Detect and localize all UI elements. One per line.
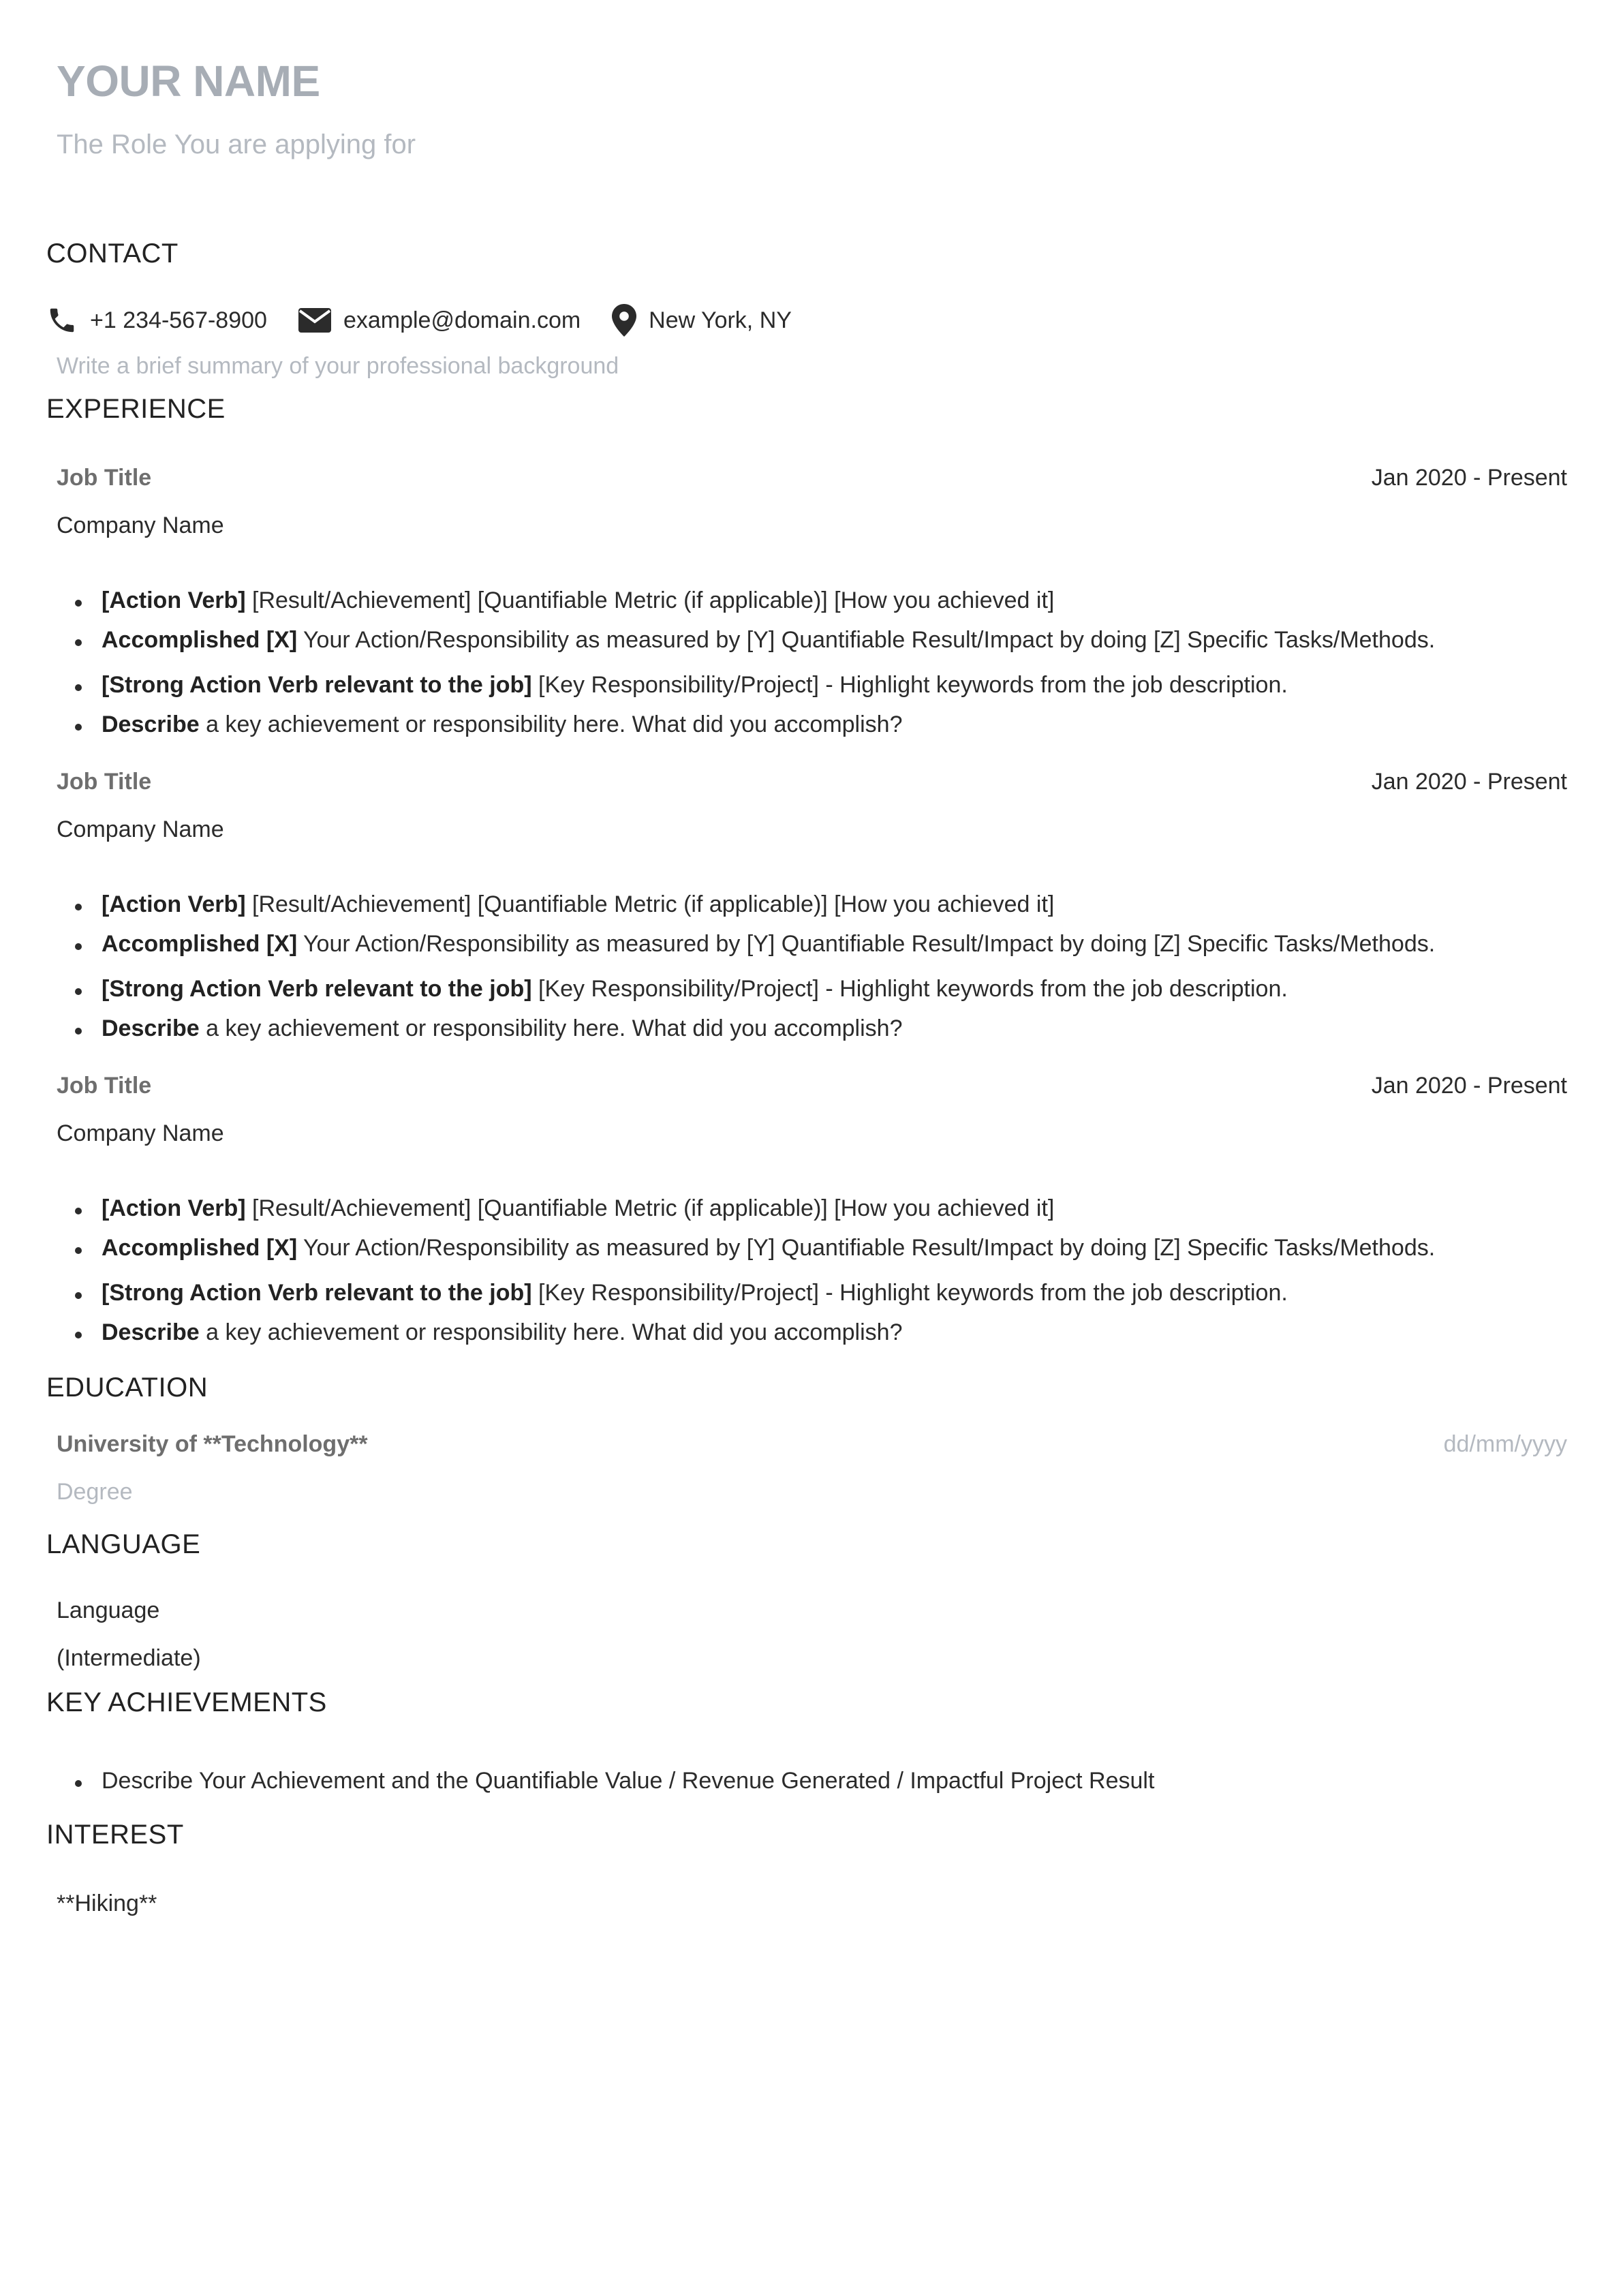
- map-pin-icon: [612, 304, 636, 337]
- contact-heading: CONTACT: [46, 239, 179, 269]
- company-name[interactable]: Company Name: [57, 1120, 224, 1146]
- language-name[interactable]: Language: [57, 1597, 160, 1623]
- envelope-icon: [298, 307, 331, 334]
- degree[interactable]: Degree: [57, 1479, 133, 1505]
- school-name[interactable]: University of **Technology**: [57, 1431, 368, 1457]
- contact-location[interactable]: [612, 304, 792, 337]
- company-name[interactable]: Company Name: [57, 816, 224, 842]
- achievements-heading: KEY ACHIEVEMENTS: [46, 1687, 327, 1717]
- contact-row: [46, 300, 823, 341]
- candidate-name[interactable]: YOUR NAME: [57, 57, 320, 106]
- list-item[interactable]: Describe a key achievement or responsibility here. What did you accomplish?: [102, 711, 903, 737]
- language-heading: LANGUAGE: [46, 1529, 201, 1559]
- job-date[interactable]: Jan 2020 - Present: [1371, 769, 1567, 795]
- list-item[interactable]: [Action Verb] [Result/Achievement] [Quantifiable Metric (if applicable)] [How you achieved it]: [102, 891, 1055, 917]
- interest-heading: INTEREST: [46, 1820, 184, 1850]
- contact-email[interactable]: [298, 307, 581, 334]
- education-heading: EDUCATION: [46, 1373, 208, 1403]
- target-role[interactable]: The Role You are applying for: [57, 129, 416, 159]
- list-item[interactable]: [Strong Action Verb relevant to the job] [Key Responsibility/Project] - Highlight keywords from the job description.: [102, 1280, 1288, 1306]
- interest-item[interactable]: **Hiking**: [57, 1891, 157, 1916]
- phone-icon: [46, 305, 78, 336]
- list-item[interactable]: [Strong Action Verb relevant to the job] [Key Responsibility/Project] - Highlight keywords from the job description.: [102, 976, 1288, 1002]
- job-title[interactable]: Job Title: [57, 1073, 152, 1099]
- list-item[interactable]: Describe a key achievement or responsibility here. What did you accomplish?: [102, 1015, 903, 1041]
- summary[interactable]: Write a brief summary of your professional background: [57, 353, 619, 379]
- language-level[interactable]: (Intermediate): [57, 1645, 201, 1671]
- list-item[interactable]: [Action Verb] [Result/Achievement] [Quantifiable Metric (if applicable)] [How you achieved it]: [102, 587, 1055, 613]
- email-text: example@domain.com: [343, 307, 581, 333]
- job-title[interactable]: Job Title: [57, 769, 152, 795]
- job-date[interactable]: Jan 2020 - Present: [1371, 465, 1567, 491]
- phone-text: +1 234-567-8900: [90, 307, 267, 333]
- job-title[interactable]: Job Title: [57, 465, 152, 491]
- list-item[interactable]: Accomplished [X] Your Action/Responsibility as measured by [Y] Quantifiable Result/Impact by doing [Z] Specific Tasks/Methods.: [102, 931, 1436, 957]
- list-item[interactable]: Accomplished [X] Your Action/Responsibility as measured by [Y] Quantifiable Result/Impact by doing [Z] Specific Tasks/Methods.: [102, 1235, 1436, 1261]
- list-item[interactable]: Accomplished [X] Your Action/Responsibility as measured by [Y] Quantifiable Result/Impact by doing [Z] Specific Tasks/Methods.: [102, 627, 1436, 653]
- list-item[interactable]: [Action Verb] [Result/Achievement] [Quantifiable Metric (if applicable)] [How you achieved it]: [102, 1195, 1055, 1221]
- education-date[interactable]: dd/mm/yyyy: [1443, 1431, 1567, 1457]
- company-name[interactable]: Company Name: [57, 512, 224, 538]
- experience-heading: EXPERIENCE: [46, 394, 226, 424]
- list-item[interactable]: Describe Your Achievement and the Quantifiable Value / Revenue Generated / Impactful Project Result: [102, 1768, 1155, 1794]
- contact-phone[interactable]: [46, 305, 267, 336]
- list-item[interactable]: [Strong Action Verb relevant to the job] [Key Responsibility/Project] - Highlight keywords from the job description.: [102, 672, 1288, 698]
- location-text: New York, NY: [649, 307, 792, 333]
- job-date[interactable]: Jan 2020 - Present: [1371, 1073, 1567, 1099]
- list-item[interactable]: Describe a key achievement or responsibility here. What did you accomplish?: [102, 1319, 903, 1345]
